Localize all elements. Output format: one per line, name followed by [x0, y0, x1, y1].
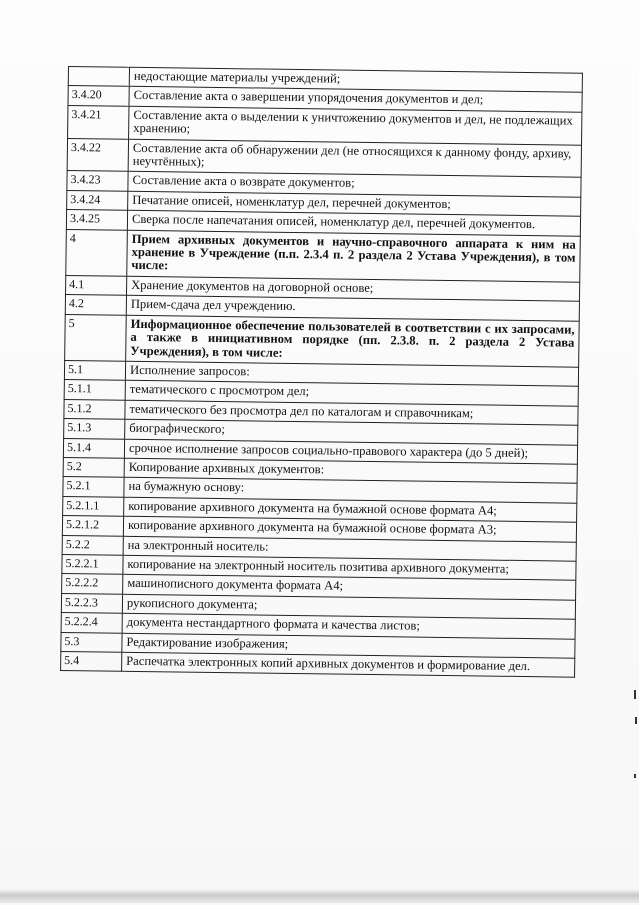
- item-number: 5.4: [61, 651, 122, 671]
- item-number: 5.2.1.1: [63, 496, 124, 516]
- item-number: [68, 67, 129, 87]
- item-number: 3.4.25: [66, 210, 127, 230]
- item-description: недостающие материалы учреждений;: [129, 67, 582, 92]
- item-description: на бумажную основу:: [124, 478, 577, 503]
- item-number: 5.2.2.4: [61, 613, 122, 633]
- item-description: тематического с просмотром дел;: [125, 381, 578, 406]
- table-row: [65, 314, 580, 367]
- item-number: 5.2.2.2: [62, 574, 123, 594]
- scan-edge-mark: [634, 774, 636, 778]
- item-description: на электронный носитель:: [123, 536, 576, 561]
- item-description: копирование архивного документа на бумажной основе формата А3;: [123, 516, 576, 541]
- item-description: Сверка после напечатания описей, номенклатур дел, перечней документов.: [127, 211, 580, 236]
- item-description: Печатание описей, номенклатур дел, перечней документов;: [128, 191, 581, 216]
- item-description: Информационное обеспечение пользователей в соответствии с их запросами, а также в инициативном порядке (пп. 2.3.8. п. 2 раздела 2 Устава Учреждения), в том числе:: [126, 315, 580, 367]
- item-number: 3.4.20: [68, 86, 129, 106]
- item-number: 5.1.4: [63, 438, 124, 458]
- item-number: 3.4.23: [67, 171, 128, 191]
- item-number: 5.2: [63, 457, 124, 477]
- item-number: 5.1.1: [64, 380, 125, 400]
- item-number: 3.4.22: [67, 138, 128, 172]
- item-description: Распечатка электронных копий архивных документов и формирование дел.: [122, 652, 575, 677]
- scan-edge-mark: [635, 717, 637, 724]
- item-number: 5.2.1.2: [62, 516, 123, 536]
- item-number: 3.4.21: [68, 105, 129, 139]
- scan-bottom-edge: [0, 889, 639, 903]
- item-description: Хранение документов на договорной основе;: [127, 276, 580, 301]
- services-table-wrapper: [60, 66, 583, 678]
- scan-edge-mark: [634, 690, 636, 699]
- item-description: Копирование архивных документов:: [124, 458, 577, 483]
- item-number: 5.1.3: [64, 419, 125, 439]
- item-description: Составление акта о возврате документов;: [128, 172, 581, 197]
- item-description: копирование архивного документа на бумажной основе формата А4;: [124, 497, 577, 522]
- item-description: рукописного документа;: [122, 594, 575, 619]
- item-description: Составление акта о завершении упорядочения документов и дел;: [129, 87, 582, 112]
- item-number: 5.2.2: [62, 535, 123, 555]
- item-number: 5.1.2: [64, 399, 125, 419]
- item-description: Составление акта о выделении к уничтожению документов и дел, не подлежащих хранению;: [129, 106, 582, 145]
- item-description: Прием архивных документов и научно-справочного аппарата к ним на хранение в Учреждение (п.п. 2.3.4 п. 2 раздела 2 Устава Учреждения), в том числе:: [127, 230, 581, 282]
- item-number: 4.1: [66, 275, 127, 295]
- item-number: 5.3: [61, 632, 122, 652]
- item-description: Прием-сдача дел учреждению.: [126, 296, 579, 321]
- item-description: копирование на электронный носитель позитива архивного документа;: [123, 555, 576, 580]
- item-description: тематического без просмотра дел по каталогам и справочникам;: [125, 400, 578, 425]
- services-table: [60, 66, 583, 678]
- item-number: 5.2.2.3: [61, 593, 122, 613]
- item-number: 4.2: [65, 295, 126, 315]
- item-number: 3.4.24: [67, 190, 128, 210]
- table-row: [66, 229, 581, 282]
- item-number: 5.2.2.1: [62, 554, 123, 574]
- item-number: 5: [65, 314, 127, 361]
- item-description: Исполнение запросов:: [125, 361, 578, 386]
- item-number: 4: [66, 229, 128, 276]
- item-description: Редактирование изображения;: [122, 633, 575, 658]
- item-description: машинописного документа формата А4;: [123, 575, 576, 600]
- item-description: биографического;: [125, 419, 578, 444]
- item-description: документа нестандартного формата и качества листов;: [122, 613, 575, 638]
- item-number: 5.1: [64, 360, 125, 380]
- item-description: Составление акта об обнаружении дел (не относящихся к данному фонду, архиву, неучтённых);: [128, 139, 581, 178]
- services-table-body: [61, 67, 583, 678]
- item-number: 5.2.1: [63, 477, 124, 497]
- item-description: срочное исполнение запросов социально-правового характера (до 5 дней);: [124, 439, 577, 464]
